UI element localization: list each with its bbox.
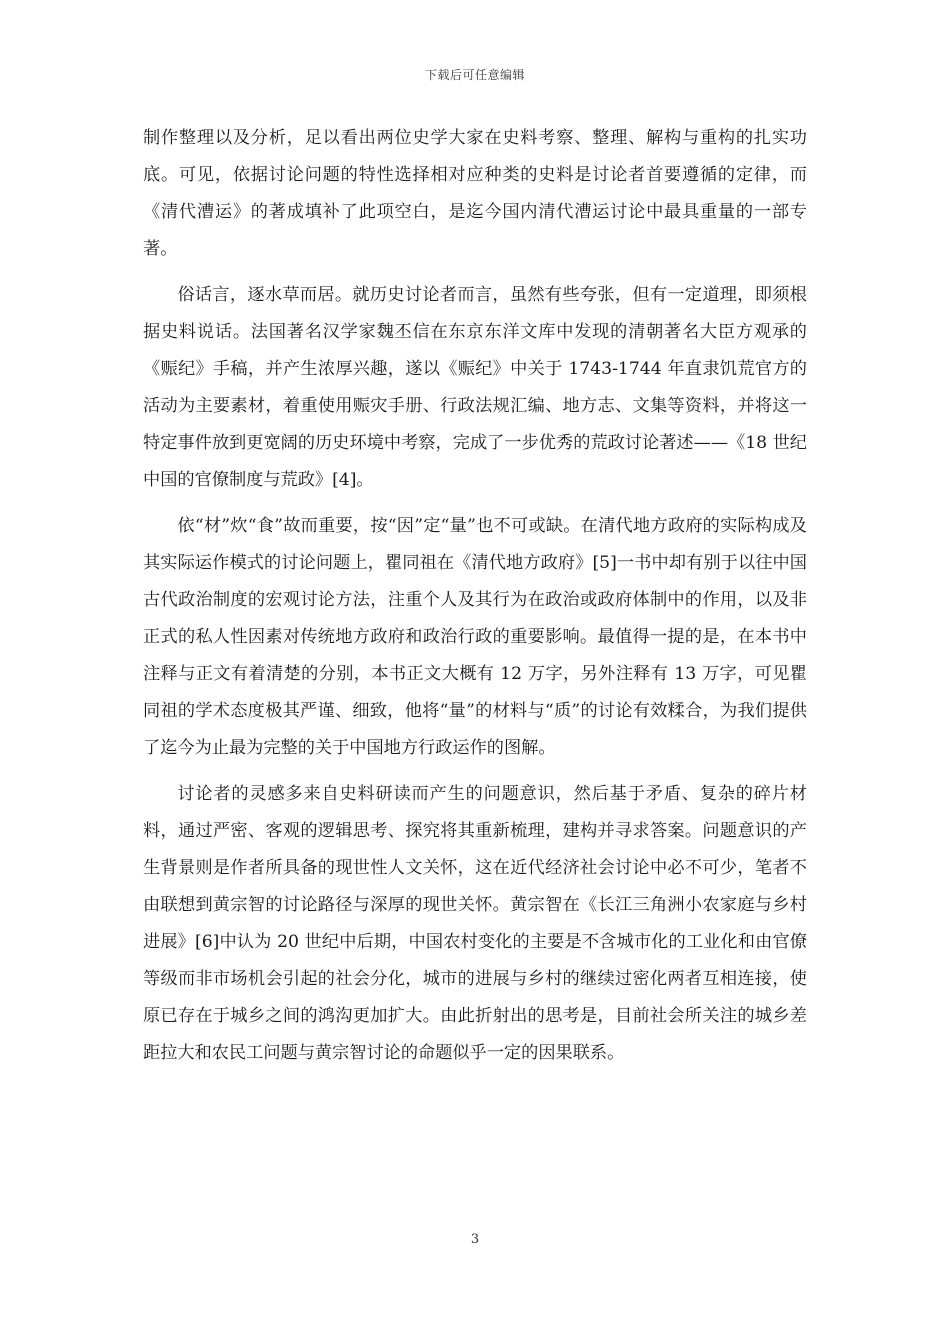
paragraph-continuation: 制作整理以及分析，足以看出两位史学大家在史料考察、整理、解构与重构的扎实功底。可见，依据讨论问题的特性选择相对应种类的史料是讨论者首要遵循的定律，而《清代漕运》的著成填补了此项空白，是迄今国内清代漕运讨论中最具重量的一部专著。	[143, 128, 807, 259]
paragraph: 讨论者的灵感多来自史料研读而产生的问题意识，然后基于矛盾、复杂的碎片材料，通过严密、客观的逻辑思考、探究将其重新梳理，建构并寻求答案。问题意识的产生背景则是作者所具备的现世性人文关怀，这在近代经济社会讨论中必不可少，笔者不由联想到黄宗智的讨论路径与深厚的现世关怀。黄宗智在《长江三角洲小农家庭与乡村进展》[6]中认为 20 世纪中后期，中国农村变化的主要是不含城市化的工业化和由官僚等级而非市场机会引起的社会分化，城市的进展与乡村的继续过密化两者互相连接，使原已存在于城乡之间的鸿沟更加扩大。由此折射出的思考是，目前社会所关注的城乡差距拉大和农民工问题与黄宗智讨论的命题似乎一定的因果联系。	[143, 784, 807, 1063]
paragraph: 俗话言，逐水草而居。就历史讨论者而言，虽然有些夸张，但有一定道理，即须根据史料说话。法国著名汉学家魏丕信在东京东洋文库中发现的清朝著名大臣方观承的《赈纪》手稿，并产生浓厚兴趣，遂以《赈纪》中关于 1743-1744 年直隶饥荒官方的活动为主要素材，着重使用赈灾手册、行政法规汇编、地方志、文集等资料，并将这一特定事件放到更宽阔的历史环境中考察，完成了一步优秀的荒政讨论著述——《18 世纪中国的官僚制度与荒政》[4]。	[143, 285, 807, 490]
paragraph: 依“材”炊“食”故而重要，按“因”定“量”也不可或缺。在清代地方政府的实际构成及其实际运作模式的讨论问题上，瞿同祖在《清代地方政府》[5]一书中却有别于以往中国古代政治制度的宏观讨论方法，注重个人及其行为在政治或政府体制中的作用，以及非正式的私人性因素对传统地方政府和政治行政的重要影响。最值得一提的是，在本书中注释与正文有着清楚的分别，本书正文大概有 12 万字，另外注释有 13 万字，可见瞿同祖的学术态度极其严谨、细致，他将“量”的材料与“质”的讨论有效糅合，为我们提供了迄今为止最为完整的关于中国地方行政运作的图解。	[143, 516, 807, 758]
document-body	[143, 120, 807, 1081]
page-header: 下载后可任意编辑	[424, 68, 525, 82]
page-number: 3	[470, 1232, 480, 1247]
